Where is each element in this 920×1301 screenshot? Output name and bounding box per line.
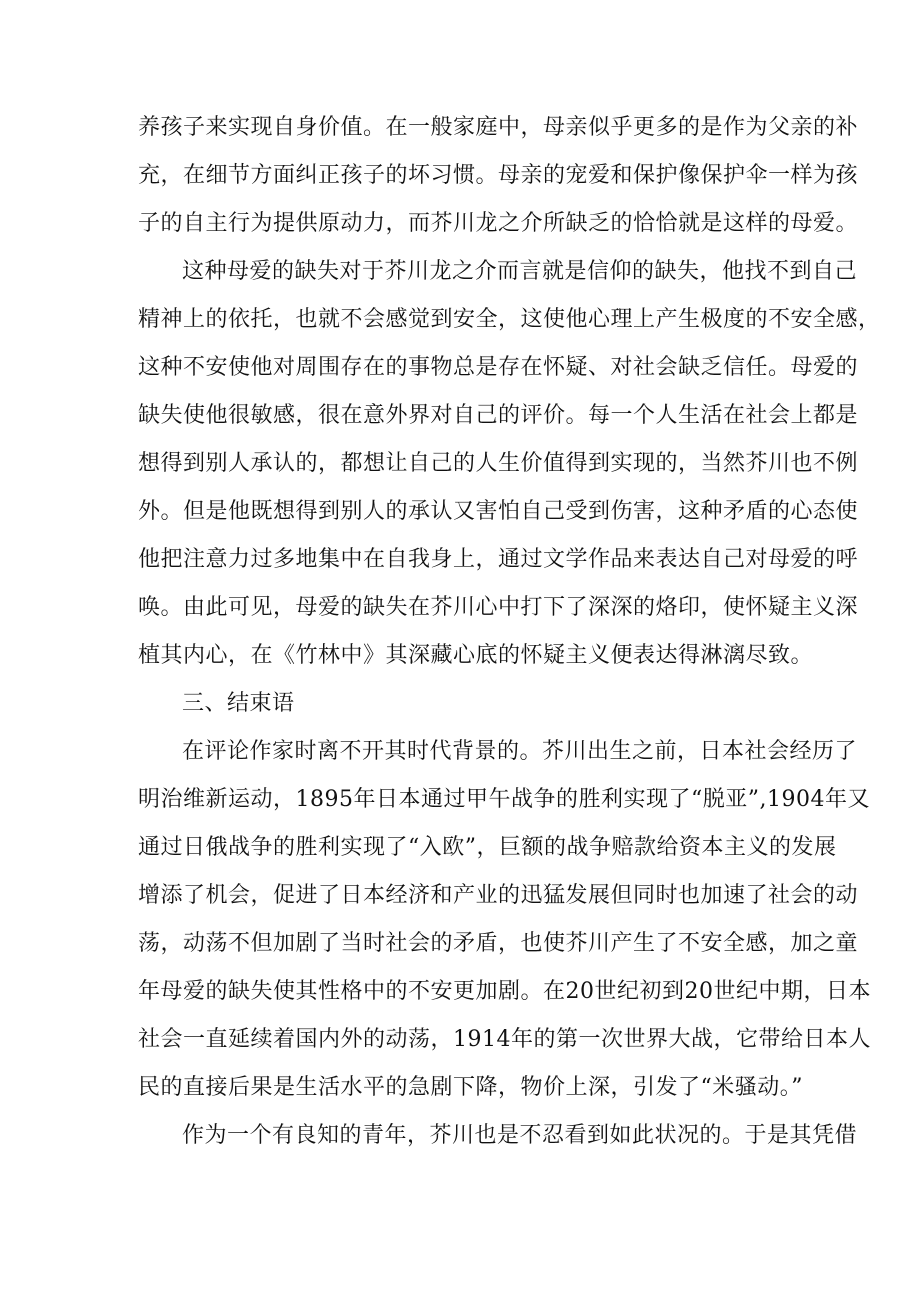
section-heading: 三、结束语 — [182, 691, 295, 716]
paragraph-line: 荡，动荡不但加剧了当时社会的矛盾，也使芥川产生了不安全感，加之童 — [138, 931, 859, 956]
paragraph-line: 这种母爱的缺失对于芥川龙之介而言就是信仰的缺失，他找不到自己 — [182, 259, 858, 284]
paragraph-line: 植其内心，在《竹林中》其深藏心底的怀疑主义便表达得淋漓尽致。 — [138, 643, 814, 668]
paragraph-line: 增添了机会，促进了日本经济和产业的迅猛发展但同时也加速了社会的动 — [138, 883, 859, 908]
paragraph-line: 缺失使他很敏感，很在意外界对自己的评价。每一个人生活在社会上都是 — [138, 403, 859, 428]
paragraph-line: 这种不安使他对周围存在的事物总是存在怀疑、对社会缺乏信任。母爱的 — [138, 355, 859, 380]
paragraph-line: 明治维新运动，1895年日本通过甲午战争的胜利实现了“脱亚”,1904年又 — [138, 787, 870, 812]
paragraph-line: 唤。由此可见，母爱的缺失在芥川心中打下了深深的烙印，使怀疑主义深 — [138, 595, 859, 620]
paragraph-line: 作为一个有良知的青年，芥川也是不忍看到如此状况的。于是其凭借 — [182, 1123, 858, 1148]
paragraph-line: 子的自主行为提供原动力，而芥川龙之介所缺乏的恰恰就是这样的母爱。 — [138, 211, 859, 236]
paragraph-line: 他把注意力过多地集中在自我身上，通过文学作品来表达自己对母爱的呼 — [138, 547, 859, 572]
paragraph-line: 充，在细节方面纠正孩子的坏习惯。母亲的宠爱和保护像保护伞一样为孩 — [138, 163, 859, 188]
paragraph-line: 外。但是他既想得到别人的承认又害怕自己受到伤害，这种矛盾的心态使 — [138, 499, 859, 524]
paragraph-line: 民的直接后果是生活水平的急剧下降，物价上深，引发了“米骚动。” — [138, 1075, 803, 1100]
paragraph-line: 在评论作家时离不开其时代背景的。芥川出生之前，日本社会经历了 — [182, 739, 858, 764]
paragraph-line: 精神上的依托，也就不会感觉到安全，这使他心理上产生极度的不安全感， — [138, 307, 881, 332]
paragraph-line: 养孩子来实现自身价值。在一般家庭中，母亲似乎更多的是作为父亲的补 — [138, 115, 859, 140]
paragraph-line: 想得到别人承认的，都想让自己的人生价值得到实现的，当然芥川也不例 — [138, 451, 859, 476]
paragraph-line: 年母爱的缺失使其性格中的不安更加剧。在20世纪初到20世纪中期，日本 — [138, 979, 871, 1004]
paragraph-line: 通过日俄战争的胜利实现了“入欧”，巨额的战争赔款给资本主义的发展 — [138, 835, 837, 860]
paragraph-line: 社会一直延续着国内外的动荡，1914年的第一次世界大战，它带给日本人 — [138, 1027, 871, 1052]
